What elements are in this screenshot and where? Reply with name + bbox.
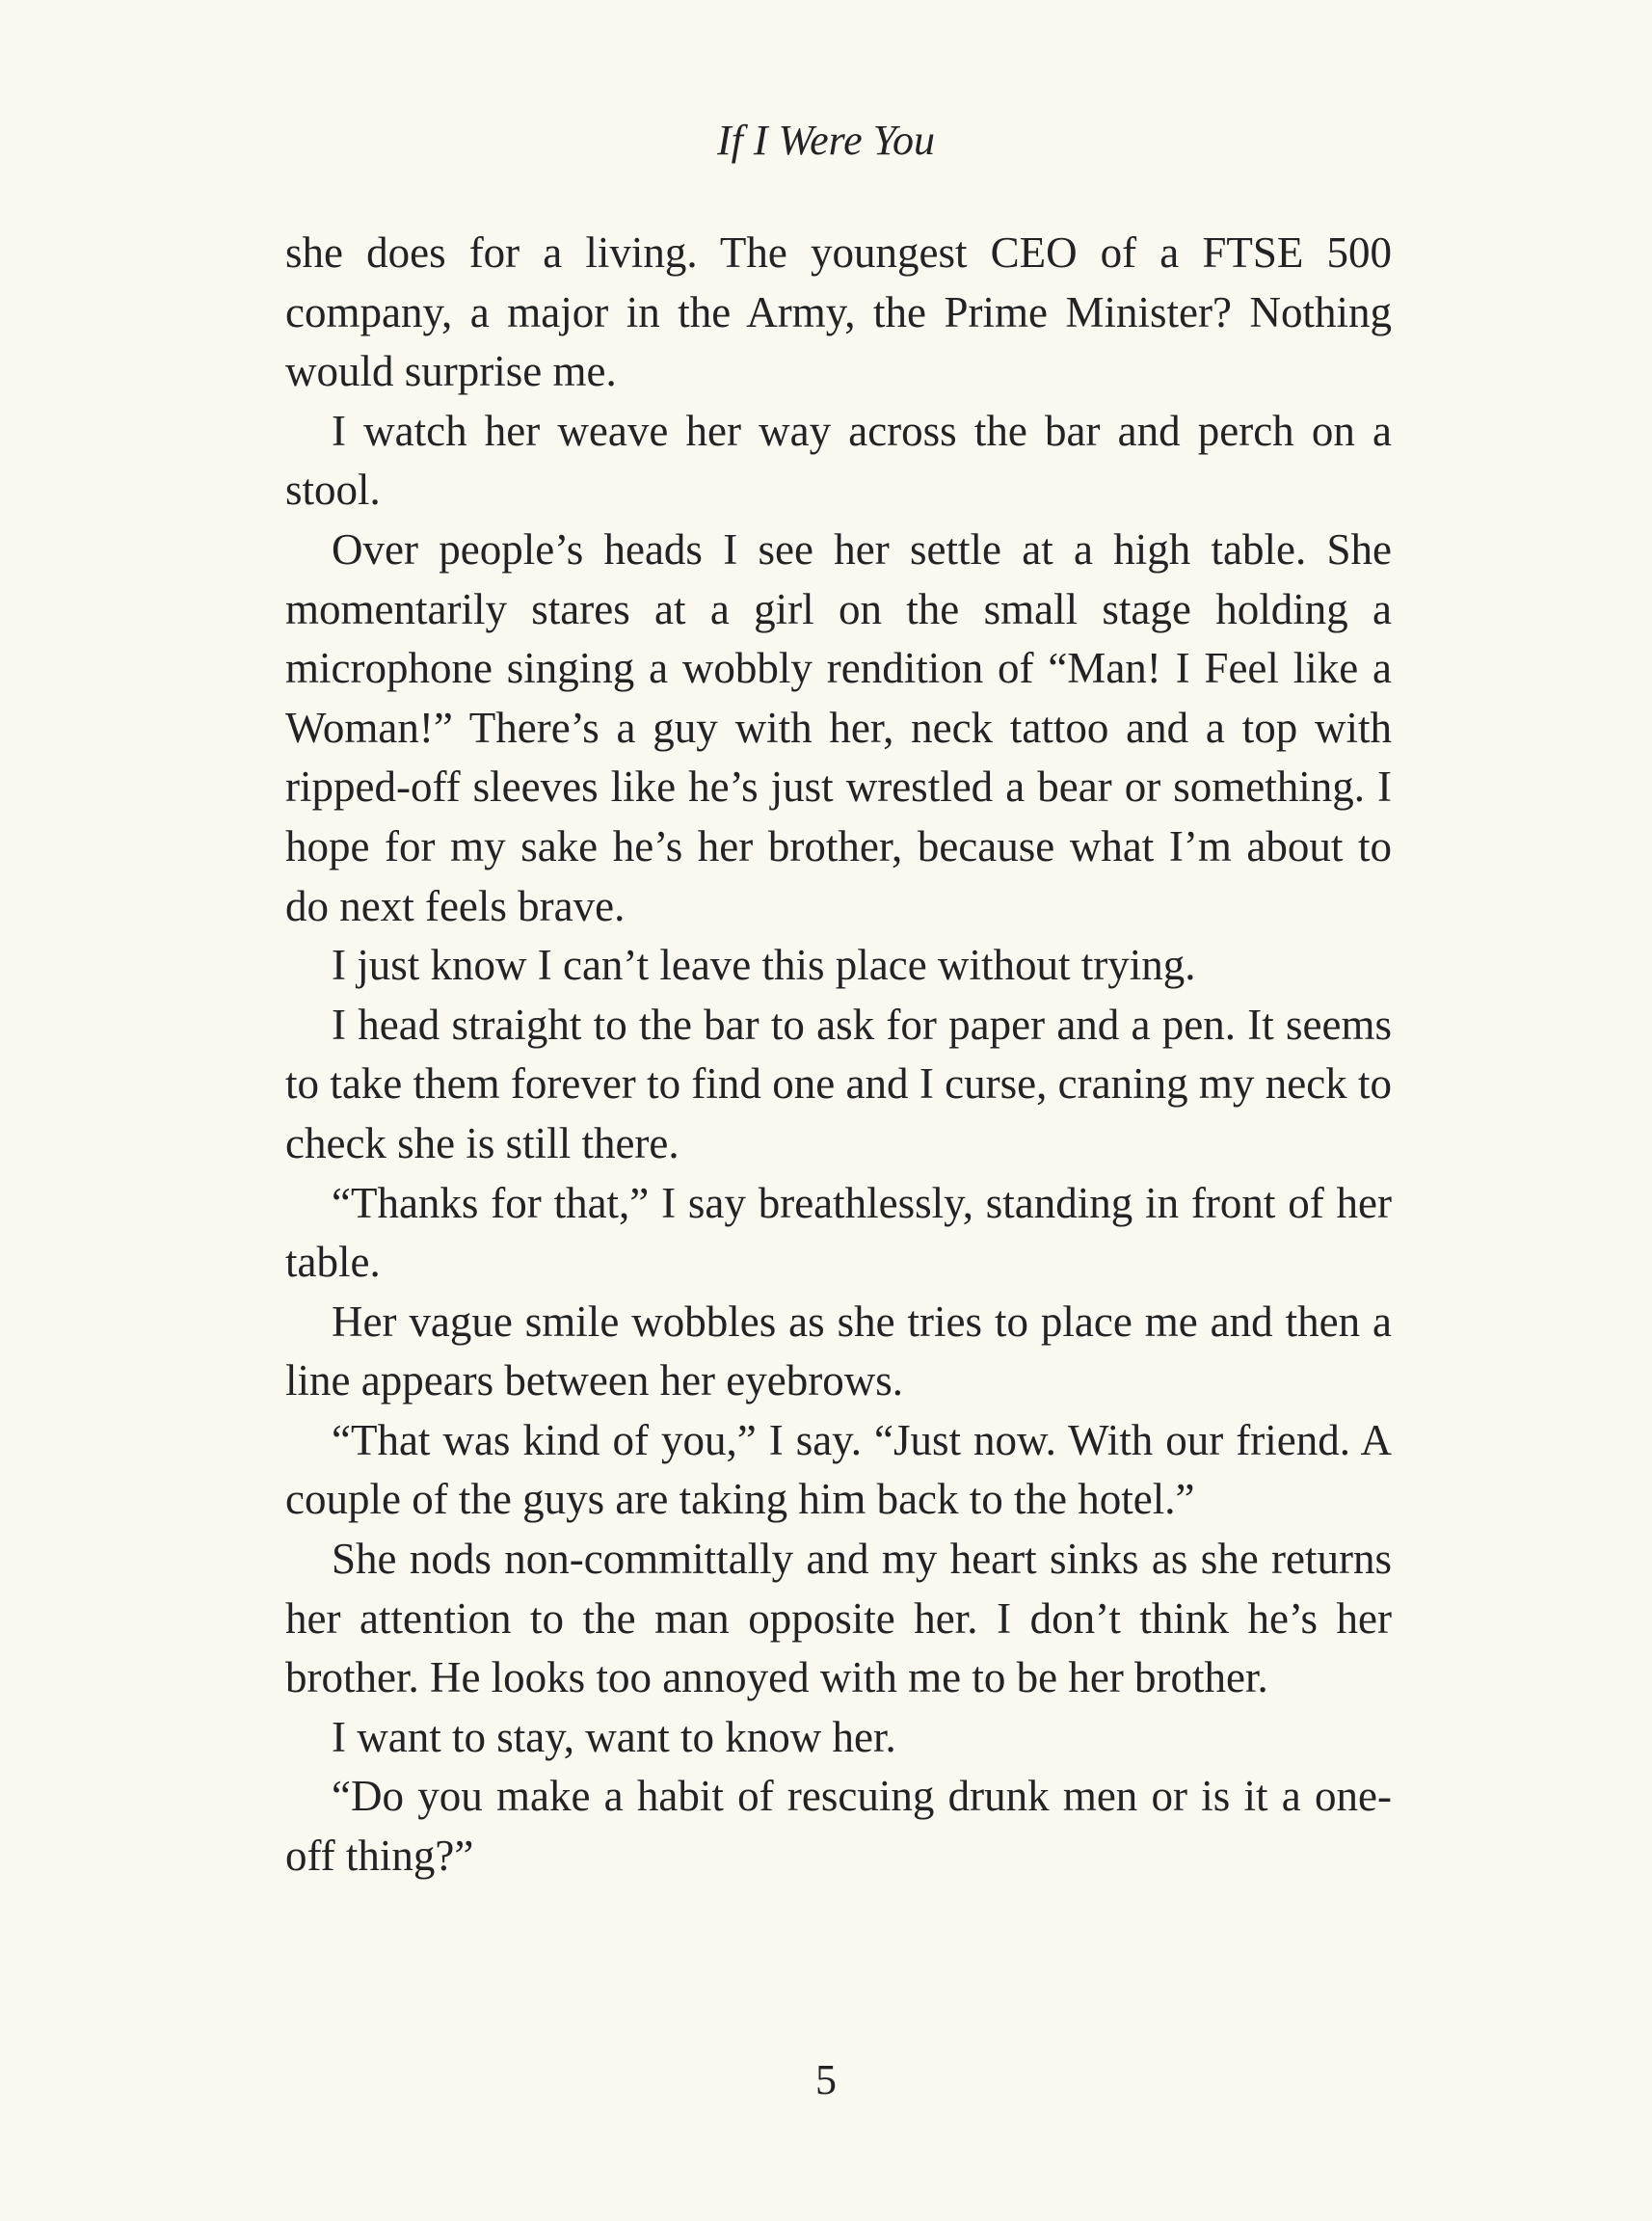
paragraph: Her vague smile wobbles as she tries to place me and then a line appears between her eyebrows. bbox=[285, 1297, 1392, 1405]
paragraph: she does for a living. The youngest CEO of a FTSE 500 company, a major in the Army, the Prime Minister? Nothing would surprise me. bbox=[285, 228, 1392, 396]
paragraph: “That was kind of you,” I say. “Just now. With our friend. A couple of the guys are taking him back to the hotel.” bbox=[285, 1415, 1392, 1524]
paragraph: “Do you make a habit of rescuing drunk men or is it a one-off thing?” bbox=[285, 1772, 1392, 1881]
page-number: 5 bbox=[815, 2056, 837, 2103]
running-head: If I Were You bbox=[716, 117, 936, 164]
paragraph: I head straight to the bar to ask for paper and a pen. It seems to take them forever to find one and I curse, craning my neck to check she is still there. bbox=[285, 1000, 1392, 1167]
body-text bbox=[285, 224, 1392, 1887]
paragraph: I just know I can’t leave this place without trying. bbox=[332, 941, 1196, 990]
paragraph: She nods non-committally and my heart sinks as she returns her attention to the man opposite her. I don’t think he’s her brother. He looks too annoyed with me to be her brother. bbox=[285, 1535, 1392, 1702]
paragraph: Over people’s heads I see her settle at a high table. She momentarily stares at a girl on the small stage holding a microphone singing a wobbly rendition of “Man! I Feel like a Woman!” There’s a guy with her, neck tattoo and a top with ripped-off sleeves like he’s just wrestled a bear or something. I hope for my sake he’s her brother, because what I’m about to do next feels brave. bbox=[285, 524, 1392, 930]
paragraph: I want to stay, want to know her. bbox=[332, 1712, 896, 1761]
paragraph: “Thanks for that,” I say breathlessly, standing in front of her table. bbox=[285, 1178, 1392, 1287]
paragraph: I watch her weave her way across the bar and perch on a stool. bbox=[285, 406, 1392, 515]
